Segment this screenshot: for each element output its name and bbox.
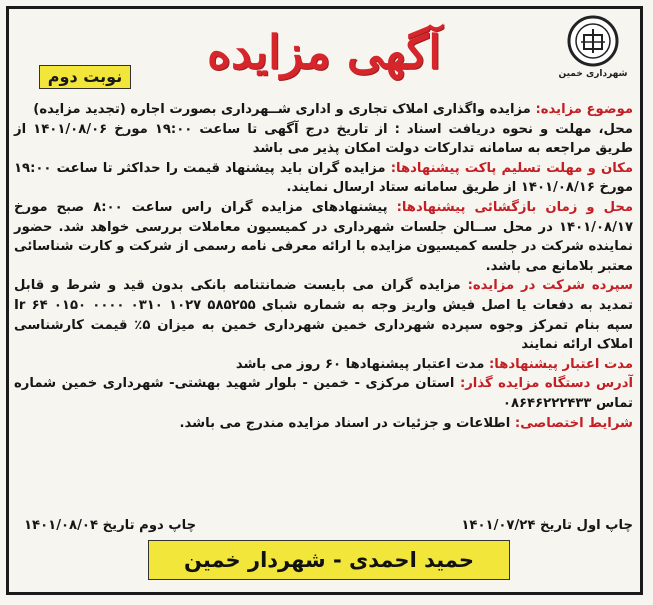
- docs-text: محل، مهلت و نحوه دریافت اسناد : از تاریخ درج آگهی تا ساعت ۱۹:۰۰ مورخ ۱۴۰۱/۰۸/۰۶ از طریق مراجعه به سامانه تدارکات دولت امکان پذیر می باشد: [14, 121, 633, 157]
- docs-paragraph: [14, 120, 633, 159]
- turn-badge: نوبت دوم: [39, 65, 131, 89]
- notice-header: [9, 9, 640, 97]
- deposit-paragraph: [14, 276, 633, 354]
- opening-paragraph: [14, 198, 633, 276]
- municipality-logo: [558, 15, 628, 95]
- terms-paragraph: [14, 414, 633, 434]
- deadline-paragraph: [14, 159, 633, 198]
- validity-label: مدت اعتبار پیشنهادها:: [489, 356, 633, 372]
- print-dates: [14, 514, 633, 538]
- deposit-iban: Ir ۶۴ ۰۱۵۰ ۰۰۰۰ ۰۳۱۰ ۱۰۲۷ ۵۸۵۲۵۵: [14, 297, 256, 313]
- deposit-text-2: سپه بنام تمرکز وجوه سپرده شهرداری خمین شهرداری خمین به میزان ۵٪ قیمت کارشناسی املاک ارائه نمایند: [14, 317, 633, 353]
- notice-title: آگهی مزایده: [206, 25, 442, 79]
- address-text: استان مرکزی - خمین - بلوار شهید بهشتی- شهرداری خمین شماره تماس ۰۸۶۴۶۲۲۲۴۳۳: [14, 376, 633, 411]
- notice-body: [14, 100, 633, 433]
- terms-label: شرایط اختصاصی:: [514, 415, 633, 431]
- validity-paragraph: [14, 355, 633, 375]
- address-paragraph: [14, 374, 633, 413]
- opening-text: پیشنهادهای مزایده گران راس ساعت ۸:۰۰ صبح مورخ ۱۴۰۱/۰۸/۱۷ در محل ســالن جلسات شهرداری در کمیسیون معاملات بررسی خواهد شد. حضور نماینده شرکت در جلسه کمیسیون مزایده با ارائه معرفی نامه رسمی از شرکت و کارت شناسائی معتبر بلامانع می باشد.: [14, 199, 633, 274]
- deadline-label: مکان و مهلت تسلیم پاکت پیشنهادها:: [390, 160, 633, 176]
- terms-text: اطلاعات و جزئیات در اسناد مزایده مندرج می باشد.: [179, 415, 511, 431]
- municipality-emblem-icon: [567, 15, 619, 67]
- logo-caption: شهرداری خمین: [558, 69, 628, 79]
- first-print-date: چاپ اول تاریخ ۱۴۰۱/۰۷/۲۴: [461, 518, 633, 533]
- validity-text: مدت اعتبار پیشنهادها ۶۰ روز می باشد: [235, 356, 485, 372]
- deadline-text: مزایده گران باید پیشنهاد قیمت را حداکثر تا ساعت ۱۹:۰۰ مورخ ۱۴۰۱/۰۸/۱۶ از طریق سامانه ستاد ارسال نمایند.: [14, 160, 633, 196]
- opening-label: محل و زمان بازگشائی پیشنهادها:: [396, 199, 634, 215]
- subject-text: مزایده واگذاری املاک تجاری و اداری شــهرداری بصورت اجاره (تجدید مزایده): [33, 102, 531, 117]
- subject-paragraph: [14, 100, 633, 120]
- deposit-label: سپرده شرکت در مزایده:: [467, 278, 633, 294]
- deposit-text-1: مزایده گران می بایست ضمانتنامه بانکی بدون قید و شرط و قابل تمدید به دفعات یا اصل فیش واریز وجه به شماره شبای: [14, 278, 633, 313]
- address-label: آدرس دستگاه مزایده گذار:: [459, 376, 634, 392]
- second-print-date: چاپ دوم تاریخ ۱۴۰۱/۰۸/۰۴: [24, 518, 197, 533]
- subject-label: موضوع مزایده:: [535, 102, 633, 117]
- signature-banner: حمید احمدی - شهردار خمین: [148, 540, 510, 580]
